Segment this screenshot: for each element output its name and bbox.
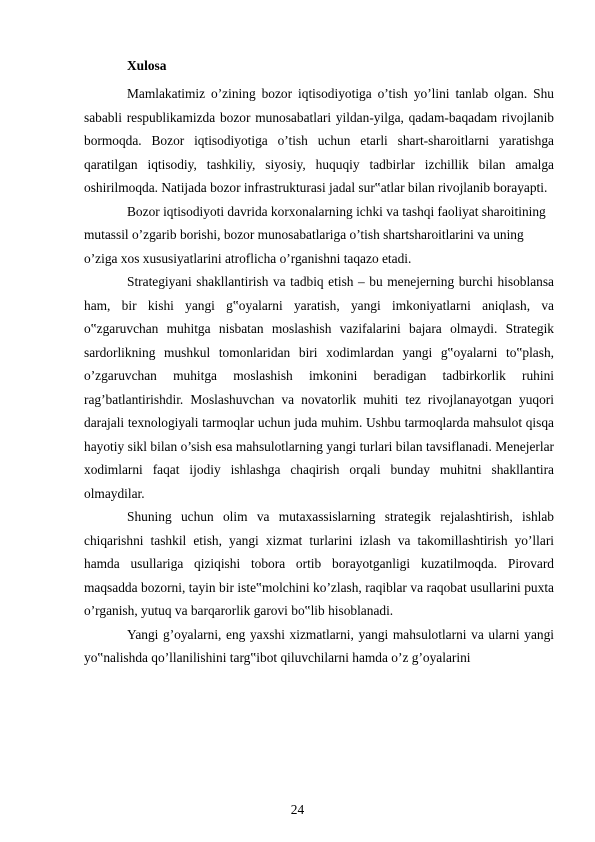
section-heading: Xulosa xyxy=(127,58,167,73)
page-body xyxy=(84,52,554,670)
paragraph-strategy: Strategiyani shakllantirish va tadbiq etish – bu menejerning burchi hisoblansa ham, bir kishi yangi g‟oyalarni yaratish, yangi imkoniyatlarni aniqlash, va o‟zgaruvchan muhitga nisbatan moslashish vazifalarini bajara olmaydi. Strategik sardorlikning mushkul tomonlaridan biri xodimlardan yangi g‟oyalarni to‟plash, o’zgaruvchan muhitga moslashish imkonini beradigan tadbirkorlik ruhini rag’batlantirishdir. Moslashuvchan va novatorlik muhiti tez rivojlanayotgan yuqori darajali texnologiyali tarmoqlar uchun juda muhim. Ushbu tarmoqlarda mahsulot qisqa hayotiy sikl bilan o’sish esa mahsulotlarning yangi turlari bilan tavsiflanadi. Menejerlar xodimlarni faqat ijodiy ishlashga chaqirish orqali bunday muhitni shakllantira olmaydilar. xyxy=(84,274,554,501)
paragraph-market-conditions: Bozor iqtisodiyoti davrida korxonalarning ichki va tashqi faoliyat sharoitining mutassil o’zgarib borishi, bozor munosabatlariga o’tish shartsharoitlarini va uning o’ziga xos xususiyatlarini atroflicha o’rganishni taqazo etadi. xyxy=(84,203,546,266)
paragraph-research-interest: Shuning uchun olim va mutaxassislarning strategik rejalashtirish, ishlab chiqarishni tashkil etish, yangi xizmat turlarini izlash va takomillashtirish yo’llari hamda usullariga qiziqishi tobora ortib borayotganligi kuzatilmoqda. Pirovard maqsadda bozorni, tayin bir iste‟molchini ko’zlash, raqiblar va raqobat usullarini puxta o’rganish, yutuq va barqarorlik garovi bo‟lib hisoblanadi. xyxy=(84,509,554,618)
page-number: 24 xyxy=(290,802,305,817)
paragraph-intro: Mamlakatimiz o’zining bozor iqtisodiyotiga o’tish yo’lini tanlab olgan. Shu sababli respublikamizda bozor munosabatlari yildan-yilga, qadam-baqadam rivojlanib bormoqda. Bozor iqtisodiyotiga o’tish uchun etarli shart-sharoitlarni yaratishga qaratilgan iqtisodiy, tashkiliy, siyosiy, huquqiy tadbirlar izchillik bilan amalga oshirilmoqda. Natijada bozor infrastrukturasi jadal sur‟atlar bilan rivojlanib borayapti. xyxy=(84,86,554,195)
paragraph-new-ideas: Yangi g’oyalarni, eng yaxshi xizmatlarni, yangi mahsulotlarni va ularni yangi yo‟nalishda qo’llanilishini targ‟ibot qiluvchilarni hamda o’z g’oyalarini xyxy=(84,626,554,665)
